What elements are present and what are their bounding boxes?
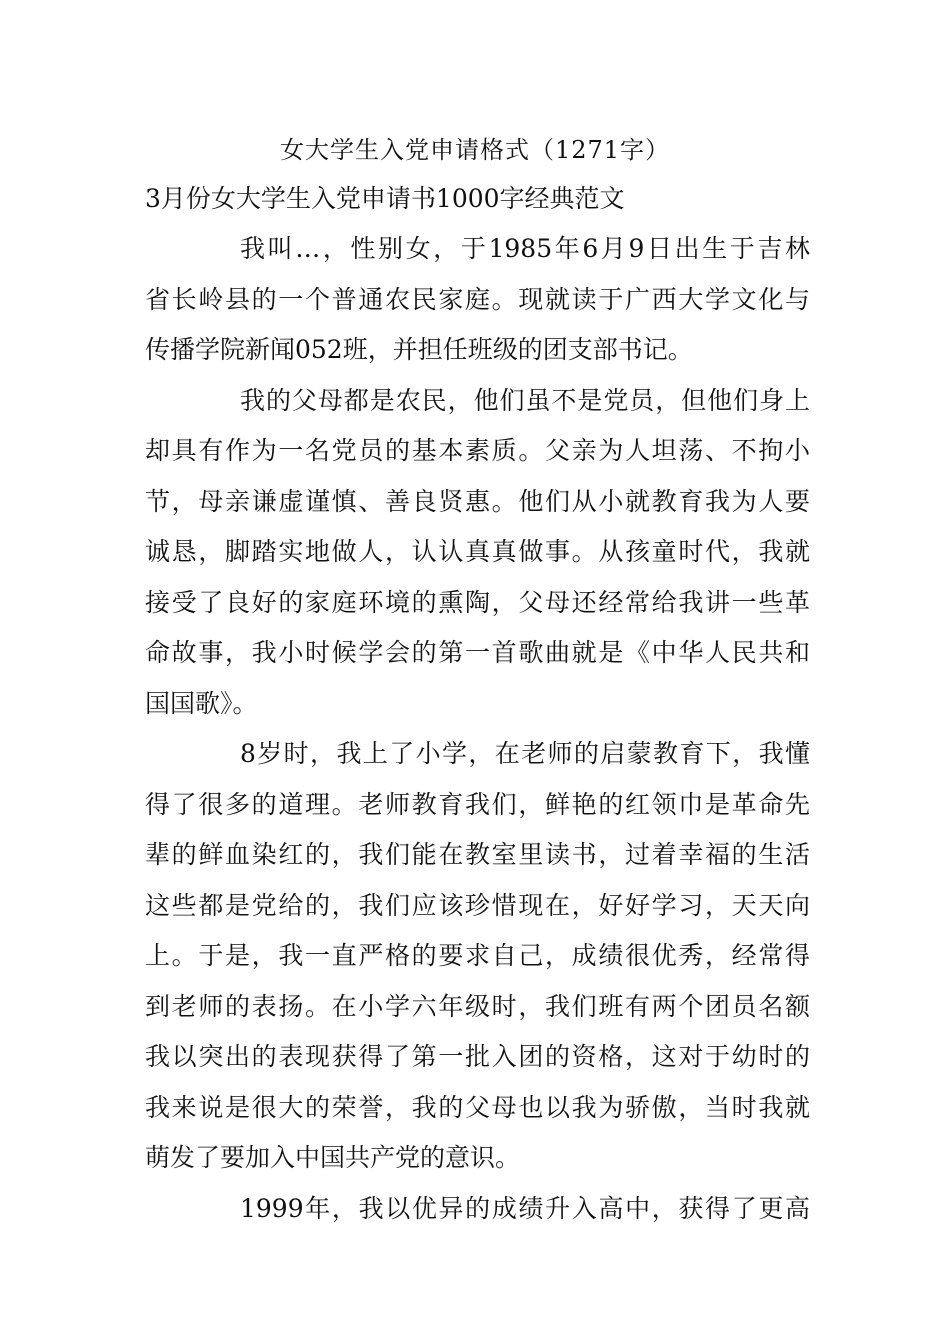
paragraph-line: 国国歌》。 [145,688,258,718]
paragraph [145,224,810,376]
paragraph-line: 接受了良好的家庭环境的熏陶，父母还经常给我讲一些革 [145,587,810,617]
paragraph-line: 这些都是党给的，我们应该珍惜现在，好好学习，天天向 [145,890,810,920]
paragraph-line: 辈的鲜血染红的，我们能在教室里读书，过着幸福的生活 [145,840,810,869]
paragraph-line: 得了很多的道理。老师教育我们，鲜艳的红领巾是革命先 [145,789,810,819]
paragraph-line: 我叫…，性别女，于1985年6月9日出生于吉林 [240,234,810,263]
paragraph [145,1184,810,1235]
paragraph-line: 诚恳，脚踏实地做人，认认真真做事。从孩童时代，我就 [145,537,810,566]
paragraph-line: 命故事，我小时候学会的第一首歌曲就是《中华人民共和 [145,638,810,667]
paragraph-line: 到老师的表扬。在小学六年级时，我们班有两个团员名额 [145,991,810,1021]
document-title: 女大学生入党申请格式（1271字） [279,136,671,164]
paragraph-line: 我以突出的表现获得了第一批入团的资格，这对于幼时的 [145,1042,810,1071]
paragraph-line: 1999年，我以优异的成绩升入高中，获得了更高 [240,1193,810,1223]
paragraph-line: 传播学院新闻052班，并担任班级的团支部书记。 [145,335,693,364]
paragraph-line: 节，母亲谦虚谨慎、善良贤惠。他们从小就教育我为人要 [145,486,810,516]
paragraph-line: 我的父母都是农民，他们虽不是党员，但他们身上 [240,385,810,415]
paragraph-line: 上。于是，我一直严格的要求自己，成绩很优秀，经常得 [145,941,810,970]
document-subtitle: 3月份女大学生入党申请书1000字经典范文 [145,184,625,213]
paragraph-line: 却具有作为一名党员的基本素质。父亲为人坦荡、不拘小 [145,436,810,465]
paragraph-line: 我来说是很大的荣誉，我的父母也以我为骄傲，当时我就 [145,1092,810,1122]
paragraph [145,376,810,730]
paragraph-line: 萌发了要加入中国共产党的意识。 [145,1143,521,1172]
paragraph [145,729,810,1184]
paragraph-line: 8岁时，我上了小学，在老师的启蒙教育下，我懂 [240,739,810,768]
document-body [145,224,810,1234]
paragraph-line: 省长岭县的一个普通农民家庭。现就读于广西大学文化与 [145,284,810,314]
